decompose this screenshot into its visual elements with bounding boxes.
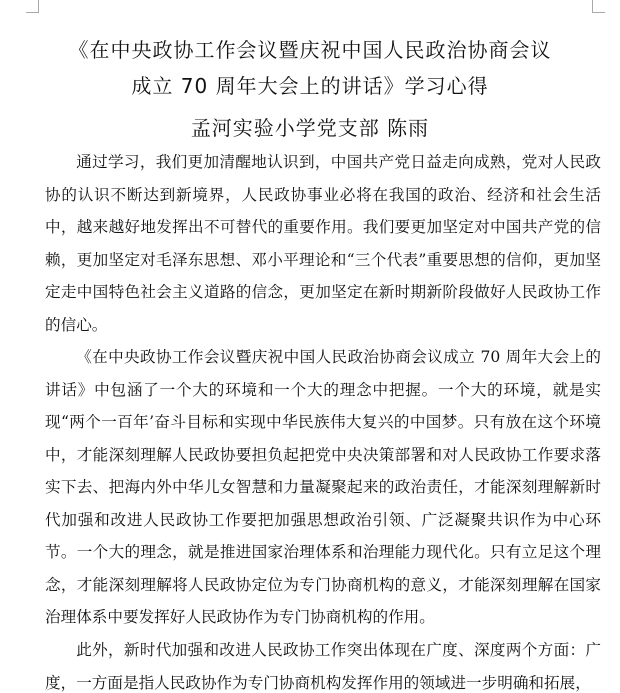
- margin-corner-mark-left: [26, 0, 39, 13]
- body-paragraph-1: 通过学习，我们更加清醒地认识到，中国共产党日益走向成熟，党对人民政协的认识不断达到新境界，人民政协事业必将在我国的政治、经济和社会生活中，越来越好地发挥出不可替代的重要作用。我们要更加坚定对中国共产党的信赖，更加坚定对毛泽东思想、邓小平理论和“三个代表”重要思想的信仰，更加坚定走中国特色社会主义道路的信念，更加坚定在新时期新阶段做好人民政协工作的信心。: [45, 153, 601, 334]
- body-paragraph-2: 《在中央政协工作会议暨庆祝中国人民政治协商会议成立 70 周年大会上的讲话》中包涵了一个大的环境和一个大的理念中把握。一个大的环境，就是实现“两个一百年’奋斗目标和实现中华民族伟大复兴的中国梦。只有放在这个环境中，才能深刻理解人民政协要担负起把党中央决策部署和对人民政协工作要求落实下去、把海内外中华儿女智慧和力量凝聚起来的政治责任，才能深刻理解新时代加强和改进人民政协工作要把加强思想政治引领、广泛凝聚共识作为中心环节。一个大的理念，就是推进国家治理体系和治理能力现代化。只有立足这个理念，才能深刻理解将人民政协定位为专门协商机构的意义，才能深刻理解在国家治理体系中要发挥好人民政协作为专门协商机构的作用。: [45, 348, 601, 626]
- document-author: 孟河实验小学党支部 陈雨: [190, 116, 430, 140]
- document-title-line-1: 《在中央政协工作会议暨庆祝中国人民政治协商会议: [68, 38, 552, 62]
- body-paragraph-3: 此外，新时代加强和改进人民政协工作突出体现在广度、深度两个方面：广度，一方面是指人民政协作为专门协商机构发挥作用的领域进一步明确和拓展，: [45, 641, 601, 692]
- document-title-line-2: 成立 70 周年大会上的讲话》学习心得: [131, 74, 489, 98]
- margin-corner-mark-right: [592, 0, 605, 13]
